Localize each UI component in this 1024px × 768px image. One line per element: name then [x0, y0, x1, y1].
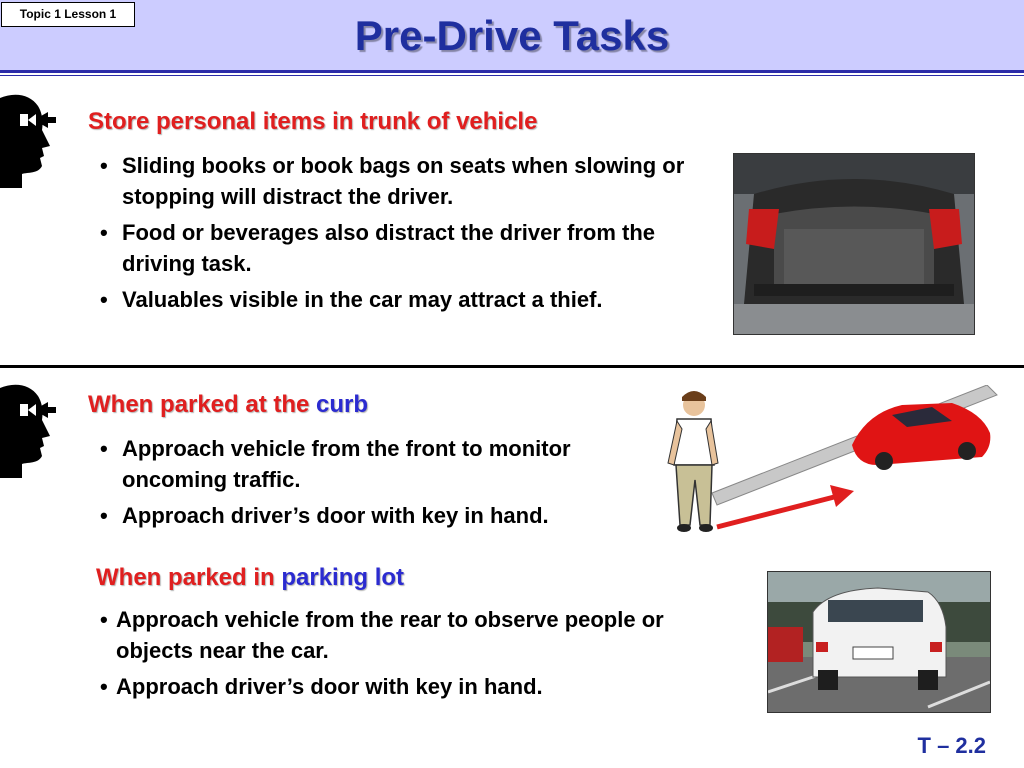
parking-lot-photo: [767, 571, 991, 713]
list-item: • Food or beverages also distract the driver from the driving task.: [98, 217, 698, 279]
trunk-bullet-list: [98, 150, 698, 320]
list-item: • Sliding books or book bags on seats when slowing or stopping will distract the driver.: [98, 150, 698, 212]
section-heading-curb: [88, 391, 368, 419]
heading-prefix: When parked in: [96, 564, 282, 591]
head-profile-eyes-icon: [0, 382, 58, 478]
curb-bullet-list: [98, 433, 658, 536]
trunk-photo: [733, 153, 975, 335]
list-item: • Approach vehicle from the front to monitor oncoming traffic.: [98, 433, 658, 495]
list-item: • Approach driver’s door with key in hand.: [98, 500, 658, 531]
heading-prefix: When parked at the: [88, 391, 317, 418]
list-item: • Valuables visible in the car may attract a thief.: [98, 284, 698, 315]
curb-parking-illustration: [662, 385, 1002, 540]
topic-lesson-tag: Topic 1 Lesson 1: [1, 2, 135, 27]
section-heading-trunk: Store personal items in trunk of vehicle: [88, 108, 538, 135]
heading-highlight: parking lot: [281, 564, 405, 591]
list-item: • Approach vehicle from the rear to observe people or objects near the car.: [98, 604, 738, 666]
section-heading-parking-lot: [96, 564, 404, 592]
heading-highlight: curb: [316, 391, 369, 418]
list-item: • Approach driver’s door with key in hand.: [98, 671, 738, 702]
header-divider-thin: [0, 75, 1024, 76]
slide-title: Pre-Drive Tasks: [354, 12, 670, 59]
head-profile-eyes-icon: [0, 92, 58, 188]
slide-number: T – 2.2: [917, 733, 986, 758]
parking-lot-bullet-list: [98, 604, 738, 707]
header-divider: [0, 70, 1024, 73]
section-divider: [0, 365, 1024, 368]
